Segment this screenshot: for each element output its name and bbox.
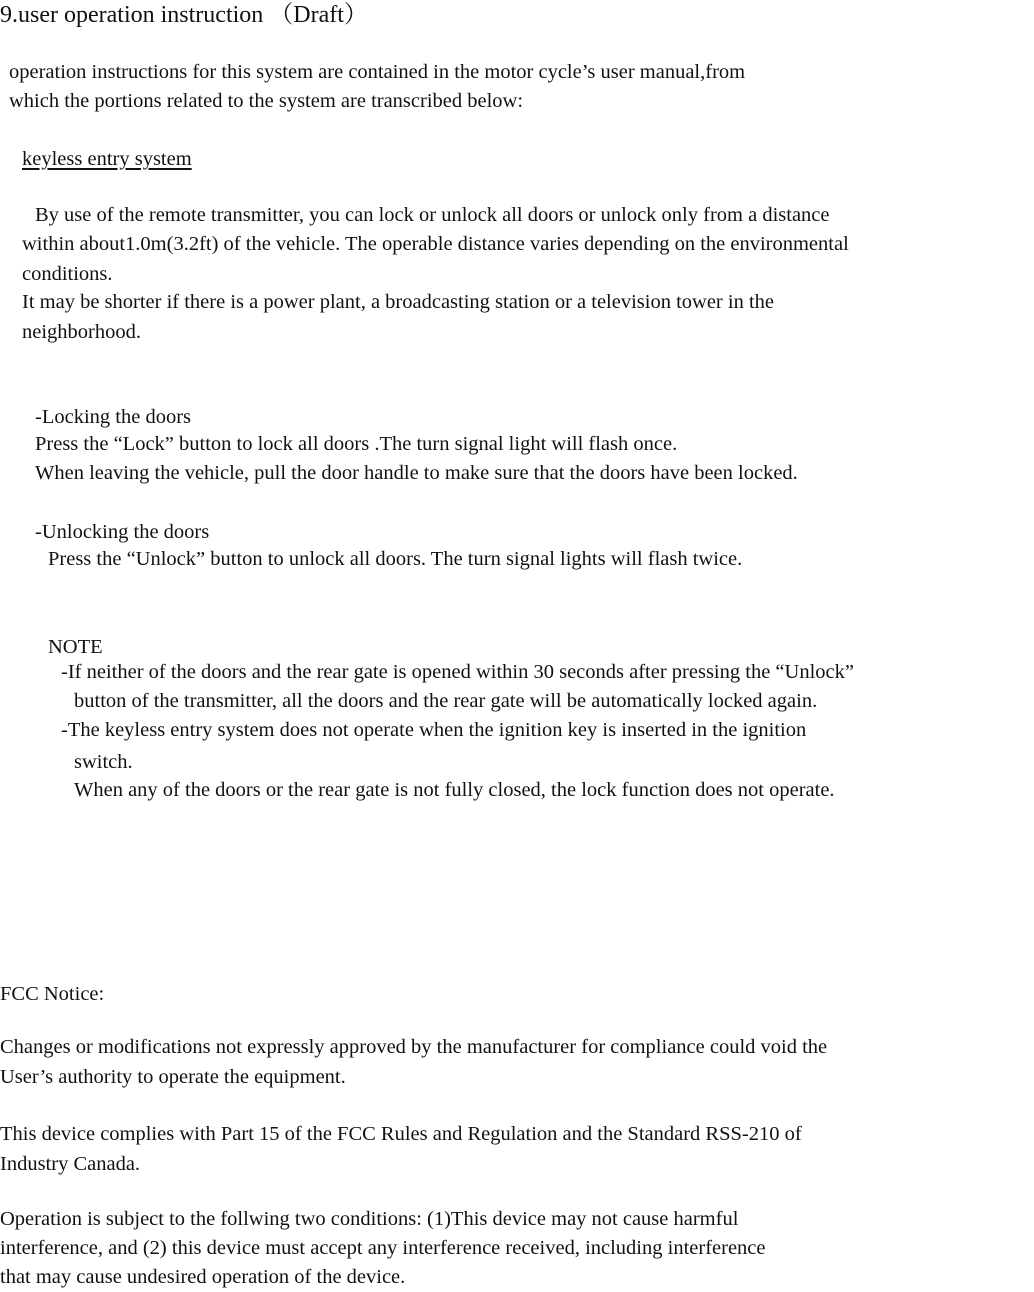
locking-heading: -Locking the doors [35, 406, 191, 428]
note-line: button of the transmitter, all the doors and the rear gate will be automatically locked again. [74, 690, 818, 712]
fcc-line: Changes or modifications not expressly approved by the manufacturer for compliance could void the [0, 1036, 828, 1058]
fcc-heading: FCC Notice: [0, 983, 105, 1005]
fcc-line: Industry Canada. [0, 1153, 141, 1175]
document-title: 9.user operation instruction （Draft） [0, 2, 368, 28]
intro-line: which the portions related to the system are transcribed below: [9, 90, 524, 112]
description-line: By use of the remote transmitter, you can lock or unlock all doors or unlock only from a distance [35, 204, 830, 226]
description-line: It may be shorter if there is a power plant, a broadcasting station or a television tower in the [22, 291, 775, 313]
locking-line: When leaving the vehicle, pull the door handle to make sure that the doors have been locked. [35, 462, 798, 484]
fcc-line: Operation is subject to the follwing two conditions: (1)This device may not cause harmful [0, 1208, 739, 1230]
note-heading: NOTE [48, 636, 103, 658]
note-line: -If neither of the doors and the rear gate is opened within 30 seconds after pressing the “Unlock” [61, 661, 854, 683]
section-heading: keyless entry system [22, 148, 192, 170]
note-line: -The keyless entry system does not operate when the ignition key is inserted in the ignition [61, 719, 807, 741]
fcc-line: that may cause undesired operation of the device. [0, 1266, 406, 1288]
locking-line: Press the “Lock” button to lock all doors .The turn signal light will flash once. [35, 433, 678, 455]
description-line: within about1.0m(3.2ft) of the vehicle. The operable distance varies depending on the environmental [22, 233, 849, 255]
description-line: neighborhood. [22, 321, 141, 343]
note-line: switch. [74, 751, 133, 773]
fcc-line: User’s authority to operate the equipment. [0, 1066, 346, 1088]
unlocking-line: Press the “Unlock” button to unlock all doors. The turn signal lights will flash twice. [48, 548, 743, 570]
fcc-line: interference, and (2) this device must accept any interference received, including interference [0, 1237, 766, 1259]
note-line: When any of the doors or the rear gate is not fully closed, the lock function does not operate. [74, 779, 835, 801]
intro-line: operation instructions for this system are contained in the motor cycle’s user manual,from [9, 61, 746, 83]
unlocking-heading: -Unlocking the doors [35, 521, 210, 543]
description-line: conditions. [22, 263, 113, 285]
fcc-line: This device complies with Part 15 of the FCC Rules and Regulation and the Standard RSS-210 of [0, 1123, 802, 1145]
